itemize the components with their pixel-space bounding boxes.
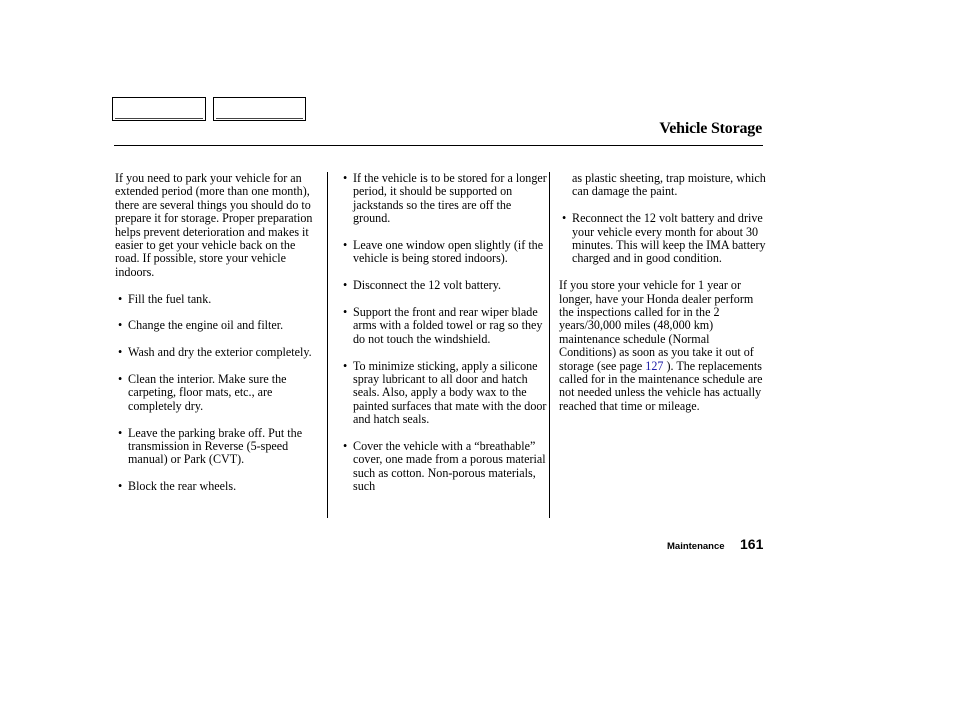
footer-section-label: Maintenance [667,541,725,552]
nav-button-next[interactable] [213,97,306,121]
column-divider [549,172,550,518]
column-1 [115,172,320,507]
column-divider [327,172,328,518]
list-item: • Leave one window open slightly (if the vehicle is being stored indoors). [340,239,550,266]
list-item: • Clean the interior. Make sure the carpeting, floor mats, etc., are completely dry. [115,373,320,413]
list-item: • Wash and dry the exterior completely. [115,346,320,359]
page-number: 161 [740,536,764,552]
paragraph-text: If you store your vehicle for 1 year or longer, have your Honda dealer perform the inspections called for in the 2 years/30,000 miles (48,000 km) maintenance schedule (Normal Conditions) as soon as you take it out of storage (see page [559,278,754,373]
list-item: • Disconnect the 12 volt battery. [340,279,550,292]
list-item: • Block the rear wheels. [115,480,320,493]
intro-paragraph: If you need to park your vehicle for an extended period (more than one month), there are several things you should do to prepare it for storage. Proper preparation helps prevent deterioration and makes it easier to get your vehicle back on the road. If possible, store your vehicle indoors. [115,171,313,279]
list-item: • Cover the vehicle with a “breathable” cover, one made from a porous material such as cotton. Non-porous materials, such [340,440,550,494]
paragraph-text: ). The replacements called for in the maintenance schedule are not needed unless the vehicle has actually reached that time or mileage. [559,358,763,413]
list-item: • Reconnect the 12 volt battery and drive your vehicle every month for about 30 minutes. This will keep the IMA battery charged and in good condition. [559,212,767,266]
list-item: • To minimize sticking, apply a silicone spray lubricant to all door and hatch seals. Also, apply a body wax to the painted surfaces that mate with the door and hatch seals. [340,360,550,427]
column-2 [340,172,550,507]
storage-paragraph [559,279,767,413]
title-divider [114,145,763,146]
column-3 [559,172,767,427]
list-item: • If the vehicle is to be stored for a longer period, it should be supported on jackstands so the tires are off the ground. [340,172,550,226]
list-item: • Support the front and rear wiper blade arms with a folded towel or rag so they do not touch the windshield. [340,306,550,346]
list-item: • Change the engine oil and filter. [115,319,320,332]
page-link-127[interactable]: 127 [645,358,664,373]
list-item-continuation: as plastic sheeting, trap moisture, which can damage the paint. [572,171,766,199]
list-item: • Leave the parking brake off. Put the transmission in Reverse (5-speed manual) or Park (CVT). [115,427,320,467]
list-item: • Fill the fuel tank. [115,293,320,306]
page-title: Vehicle Storage [659,120,762,137]
nav-button-previous[interactable] [112,97,206,121]
